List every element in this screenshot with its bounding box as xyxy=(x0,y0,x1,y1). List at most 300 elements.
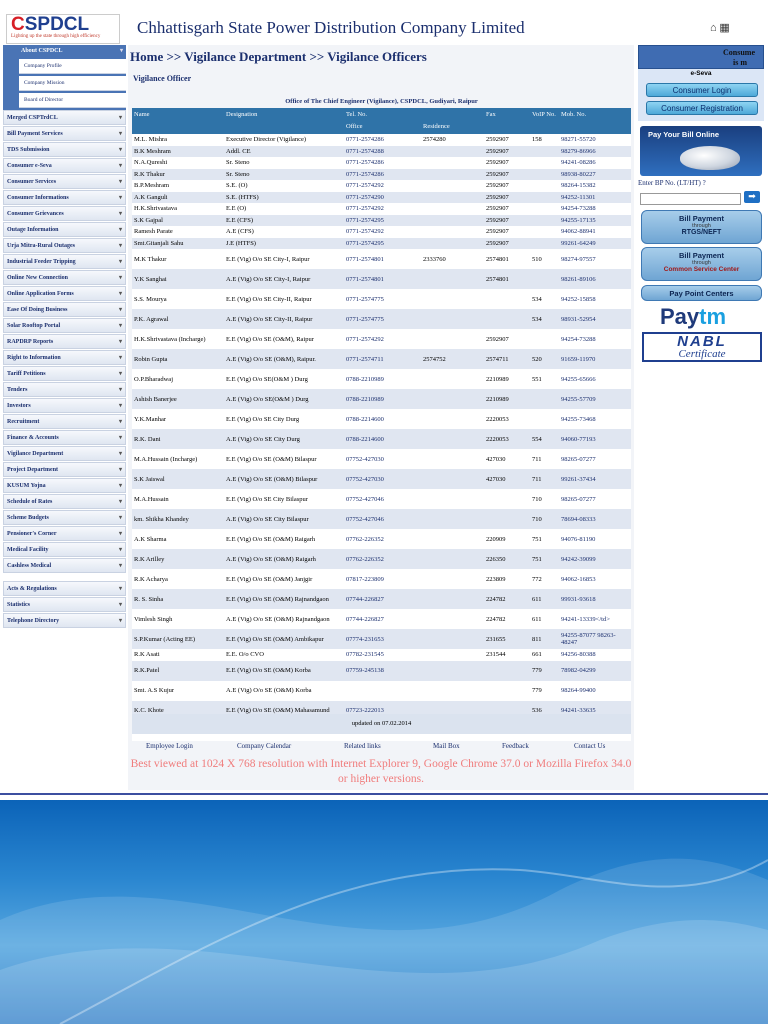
cell-name: Robin Gupta xyxy=(132,349,224,369)
cell-tel-office: 07774-231653 xyxy=(344,629,421,649)
cell-tel-office: 07782-231545 xyxy=(344,649,421,661)
cell-voip xyxy=(530,329,559,349)
sidebar-item-industrial-feeder-tripping[interactable] xyxy=(3,254,126,269)
sidebar-item-investors[interactable] xyxy=(3,398,126,413)
office-title: Office of The Chief Engineer (Vigilance), CSPDCL, Gudiyari, Raipur xyxy=(285,98,478,105)
cell-name: S.K Jaiswal xyxy=(132,469,224,489)
cell-name: M.A.Hussain xyxy=(132,489,224,509)
cell-residence xyxy=(421,549,484,569)
cell-designation: A.E (CFS) xyxy=(224,226,344,238)
sidebar-subitem-company-profile[interactable]: Company Profile xyxy=(19,59,126,74)
chevron-down-icon: ▾ xyxy=(118,499,122,505)
chevron-down-icon: ▾ xyxy=(118,586,122,592)
page-background xyxy=(0,800,768,1024)
cell-designation: A.E (Vig) O/o SE City Bilaspur xyxy=(224,509,344,529)
cell-name: O.P.Bharadwaj xyxy=(132,369,224,389)
cell-tel-office: 07762-226352 xyxy=(344,529,421,549)
cell-name: K.C. Khote xyxy=(132,701,224,721)
sidebar-item-consumer-e-seva[interactable] xyxy=(3,158,126,173)
table-row xyxy=(132,226,631,238)
cell-name: R.K Thakur xyxy=(132,169,224,181)
cell-mobile: 94256-80388 xyxy=(559,649,631,661)
cell-mobile: 98274-97557 xyxy=(559,249,631,269)
cell-designation: A.E (Vig) O/o SE City-II, Raipur xyxy=(224,309,344,329)
sidebar-item-label: Pensioner's Corner xyxy=(7,531,57,537)
sidebar-item-label: Urja Mitra-Rural Outages xyxy=(7,243,75,249)
cell-fax: 2592907 xyxy=(484,146,530,158)
cell-tel-office: 0771-2574292 xyxy=(344,226,421,238)
table-row xyxy=(132,589,631,609)
cell-fax xyxy=(484,509,530,529)
cell-mobile: 98279-86966 xyxy=(559,146,631,158)
cell-name: Ramesh Parate xyxy=(132,226,224,238)
cell-name: Ashish Banerjee xyxy=(132,389,224,409)
cell-residence: 2574752 xyxy=(421,349,484,369)
sidebar-item-online-application-forms[interactable] xyxy=(3,286,126,301)
table-row xyxy=(132,203,631,215)
officers-table xyxy=(132,108,631,741)
cell-fax: 2592907 xyxy=(484,192,530,204)
tile-csc-title: Bill Payment xyxy=(678,251,724,260)
sidebar-item-label: Online New Connection xyxy=(7,275,69,281)
site-title: Chhattisgarh State Power Distribution Company Limited xyxy=(137,18,525,37)
cell-fax: 223809 xyxy=(484,569,530,589)
sidebar-item-consumer-informations[interactable] xyxy=(3,190,126,205)
cell-name: R.K. Dani xyxy=(132,429,224,449)
pay-bill-online-banner[interactable] xyxy=(640,126,762,176)
consumer-login-button[interactable]: Consumer Login xyxy=(646,83,758,97)
cell-residence xyxy=(421,681,484,701)
sidebar-item-solar-rooftop-portal[interactable] xyxy=(3,318,126,333)
sidebar-item-label: Bill Payment Services xyxy=(7,131,63,137)
sidebar-item-label: Finance & Accounts xyxy=(7,435,59,441)
cell-mobile: 78982-04299 xyxy=(559,661,631,681)
cell-designation: A.E (Vig) O/o SE City-I, Raipur xyxy=(224,269,344,289)
sidebar-item-outage-information[interactable] xyxy=(3,222,126,237)
nabl-title: NABL xyxy=(677,333,727,350)
sidebar-item-label: Scheme Budgets xyxy=(7,515,49,521)
chevron-down-icon: ▾ xyxy=(118,339,122,345)
cell-name: Smt.Gitanjali Sahu xyxy=(132,238,224,250)
sidebar-item-label: Consumer Grievances xyxy=(7,211,64,217)
cell-voip xyxy=(530,169,559,181)
footer-links xyxy=(128,740,634,756)
cell-mobile: 94241-13339</td> xyxy=(559,609,631,629)
footer-link-related-links[interactable]: Related links xyxy=(344,742,381,750)
cell-voip: 711 xyxy=(530,449,559,469)
cell-designation: A.E (Vig) O/o SE City Durg xyxy=(224,429,344,449)
footer-link-contact-us[interactable]: Contact Us xyxy=(574,742,606,750)
cell-residence xyxy=(421,449,484,469)
table-row xyxy=(132,609,631,629)
cell-designation: J.E (HTFS) xyxy=(224,238,344,250)
chevron-down-icon: ▾ xyxy=(118,435,122,441)
home-icon[interactable]: ⌂ xyxy=(710,22,717,34)
cell-designation: E.E (Vig) O/o SE City Bilaspur xyxy=(224,489,344,509)
tile-rtgs-through: through xyxy=(692,223,711,229)
footer-link-company-calendar[interactable]: Company Calendar xyxy=(237,742,292,750)
chevron-down-icon: ▾ xyxy=(118,531,122,537)
sidebar-item-ease-of-doing-business[interactable] xyxy=(3,302,126,317)
cell-voip xyxy=(530,226,559,238)
cell-voip: 554 xyxy=(530,429,559,449)
tile-csc-through: through xyxy=(692,260,711,266)
eseva-label: e-Seva xyxy=(690,70,712,77)
sidebar-item-schedule-of-rates[interactable] xyxy=(3,494,126,509)
cell-fax: 2210989 xyxy=(484,389,530,409)
cell-mobile: 94255-65666 xyxy=(559,369,631,389)
cell-mobile: 94254-73288 xyxy=(559,203,631,215)
breadcrumb: Home >> Vigilance Department >> Vigilance Officers xyxy=(130,49,427,64)
chevron-down-icon: ▾ xyxy=(118,451,122,457)
sidebar-subitem-company-mission[interactable]: Company Mission xyxy=(19,76,126,91)
cell-fax xyxy=(484,661,530,681)
cell-tel-office: 0771-2574286 xyxy=(344,169,421,181)
chevron-down-icon: ▾ xyxy=(118,547,122,553)
cell-voip: 751 xyxy=(530,529,559,549)
chevron-down-icon: ▾ xyxy=(119,48,123,54)
cell-voip xyxy=(530,146,559,158)
sidebar-item-label: Ease Of Doing Business xyxy=(7,307,68,313)
cell-name: N.A.Qureshi xyxy=(132,157,224,169)
cell-tel-office: 0788-2210989 xyxy=(344,369,421,389)
chevron-down-icon: ▾ xyxy=(118,419,122,425)
sidebar-item-tariff-petitions[interactable] xyxy=(3,366,126,381)
table-row xyxy=(132,146,631,158)
chevron-down-icon: ▾ xyxy=(118,467,122,473)
cell-designation: S.E. (HTFS) xyxy=(224,192,344,204)
cell-voip: 520 xyxy=(530,349,559,369)
cell-mobile: 99931-93618 xyxy=(559,589,631,609)
cell-designation: E.E (Vig) O/o SE(O&M ) Durg xyxy=(224,369,344,389)
sidebar-item-label: Investors xyxy=(7,403,31,409)
sidebar-item-pensioner-s-corner[interactable] xyxy=(3,526,126,541)
site-header xyxy=(0,0,768,45)
cell-designation: Sr. Steno xyxy=(224,169,344,181)
cell-designation: A.E (Vig) O/o SE (O&M) Korba xyxy=(224,681,344,701)
pay-bill-online-label: Pay Your Bill Online xyxy=(648,130,719,139)
chevron-down-icon: ▾ xyxy=(118,602,122,608)
sidebar-item-tenders[interactable] xyxy=(3,382,126,397)
computer-mouse-icon xyxy=(680,146,740,170)
cell-voip xyxy=(530,238,559,250)
officers-table-body xyxy=(132,134,631,741)
chevron-down-icon: ▾ xyxy=(118,227,122,233)
sidebar-item-project-department[interactable] xyxy=(3,462,126,477)
cell-voip xyxy=(530,389,559,409)
cell-tel-office: 0771-2574711 xyxy=(344,349,421,369)
sidebar-item-merged-csptrdcl[interactable] xyxy=(3,110,126,125)
sidebar-item-acts-regulations[interactable] xyxy=(3,581,126,596)
footer-link-feedback[interactable]: Feedback xyxy=(502,742,529,750)
cell-voip: 536 xyxy=(530,701,559,721)
cell-voip xyxy=(530,203,559,215)
bp-number-input[interactable] xyxy=(640,193,741,205)
table-row xyxy=(132,249,631,269)
cell-voip: 779 xyxy=(530,661,559,681)
table-row xyxy=(132,549,631,569)
sidebar-subitem-board-of-director[interactable]: Board of Director xyxy=(19,93,126,108)
cell-voip: 611 xyxy=(530,589,559,609)
cell-tel-office: 0788-2210989 xyxy=(344,389,421,409)
cell-fax: 2220053 xyxy=(484,409,530,429)
cell-fax: 2592907 xyxy=(484,215,530,227)
sidebar-item-recruitment[interactable] xyxy=(3,414,126,429)
cell-tel-office: 07752-427046 xyxy=(344,509,421,529)
sidebar-item-label: Consumer Informations xyxy=(7,195,69,201)
cell-designation: Executive Director (Vigilance) xyxy=(224,134,344,146)
table-row xyxy=(132,289,631,309)
table-row xyxy=(132,629,631,649)
cell-voip: 751 xyxy=(530,549,559,569)
sitemap-icon[interactable]: ▦ xyxy=(719,22,730,34)
cell-designation: A.E (Vig) O/o SE (O&M), Raipur. xyxy=(224,349,344,369)
cell-mobile: 94252-11301 xyxy=(559,192,631,204)
chevron-down-icon: ▾ xyxy=(118,195,122,201)
sidebar-item-label: Medical Facility xyxy=(7,547,49,553)
cell-mobile: 99261-64249 xyxy=(559,238,631,250)
sidebar-item-label: RAPDRP Reports xyxy=(7,339,54,345)
cell-residence xyxy=(421,269,484,289)
cell-designation: S.E. (O) xyxy=(224,180,344,192)
cell-mobile: 94254-73288 xyxy=(559,329,631,349)
cell-tel-office: 07762-226352 xyxy=(344,549,421,569)
cell-mobile: 94252-15858 xyxy=(559,289,631,309)
sidebar-item-bill-payment-services[interactable] xyxy=(3,126,126,141)
cell-residence xyxy=(421,661,484,681)
column-header-fax: Fax xyxy=(484,108,530,134)
cell-voip: 710 xyxy=(530,489,559,509)
cell-mobile: 98271-55720 xyxy=(559,134,631,146)
footer-link-mail-box[interactable]: Mail Box xyxy=(433,742,460,750)
cell-residence xyxy=(421,369,484,389)
cell-voip: 772 xyxy=(530,569,559,589)
sidebar-item-label: Consumer e-Seva xyxy=(7,163,52,169)
chevron-down-icon: ▾ xyxy=(118,323,122,329)
cell-designation: A.E (Vig) O/o SE(O&M ) Durg xyxy=(224,389,344,409)
table-row xyxy=(132,681,631,701)
cell-residence xyxy=(421,226,484,238)
cell-fax: 231544 xyxy=(484,649,530,661)
table-row xyxy=(132,489,631,509)
cell-mobile: 94241-33635 xyxy=(559,701,631,721)
sidebar-item-about-cspdcl[interactable]: About CSPDCL ▾ xyxy=(3,45,126,59)
cell-tel-office: 0788-2214600 xyxy=(344,409,421,429)
cell-fax: 2220053 xyxy=(484,429,530,449)
pay-point-centers-button[interactable] xyxy=(641,285,762,301)
cell-tel-office: 07744-226827 xyxy=(344,589,421,609)
cell-designation: E.E. O/o CVO xyxy=(224,649,344,661)
column-header-voip: VoIP No. xyxy=(530,108,559,134)
cell-residence xyxy=(421,157,484,169)
tile-pay-point-title: Pay Point Centers xyxy=(669,289,734,298)
cell-voip xyxy=(530,180,559,192)
cell-name: M.K Thakur xyxy=(132,249,224,269)
logo-text: CSPDCL xyxy=(11,14,90,35)
sidebar-item-label: Merged CSPTrdCL xyxy=(7,115,58,121)
sidebar-item-right-to-information[interactable] xyxy=(3,350,126,365)
sidebar-item-label: Tenders xyxy=(7,387,28,393)
sidebar-item-telephone-directory[interactable] xyxy=(3,613,126,628)
cell-residence xyxy=(421,180,484,192)
table-row xyxy=(132,169,631,181)
cell-tel-office: 07752-427030 xyxy=(344,469,421,489)
cell-designation: E.E (Vig) O/o SE City Durg xyxy=(224,409,344,429)
cell-tel-office: 07723-222013 xyxy=(344,701,421,721)
sidebar-item-urja-mitra-rural-outages[interactable] xyxy=(3,238,126,253)
cell-voip: 510 xyxy=(530,249,559,269)
sidebar-item-online-new-connection[interactable] xyxy=(3,270,126,285)
column-header-name: Name xyxy=(132,108,224,134)
cell-tel-office: 0771-2574775 xyxy=(344,309,421,329)
cell-voip xyxy=(530,215,559,227)
cell-fax: 224782 xyxy=(484,589,530,609)
sidebar-item-cashless-medical[interactable] xyxy=(3,558,126,573)
consumer-header-line2: is m xyxy=(733,58,747,67)
cell-designation: E.E (Vig) O/o SE (O&M) Ambikapur xyxy=(224,629,344,649)
cell-voip: 779 xyxy=(530,681,559,701)
sidebar-item-label: KUSUM Yojna xyxy=(7,483,46,489)
nabl-subtitle: Certificate xyxy=(678,348,726,360)
cell-name: R.K.Patel xyxy=(132,661,224,681)
cell-designation: E.E (O) xyxy=(224,203,344,215)
sidebar-item-tds-submission[interactable] xyxy=(3,142,126,157)
table-row xyxy=(132,238,631,250)
cell-residence xyxy=(421,529,484,549)
cell-residence xyxy=(421,215,484,227)
table-row xyxy=(132,469,631,489)
sidebar-item-finance-accounts[interactable] xyxy=(3,430,126,445)
chevron-down-icon: ▾ xyxy=(118,371,122,377)
chevron-down-icon: ▾ xyxy=(118,403,122,409)
updated-note: updated on 07.02.2014 xyxy=(132,714,631,734)
cell-tel-office: 07752-427030 xyxy=(344,449,421,469)
cell-mobile: 94255-17135 xyxy=(559,215,631,227)
footer-divider xyxy=(0,793,768,795)
sidebar-item-consumer-services[interactable] xyxy=(3,174,126,189)
sidebar-item-rapdrp-reports[interactable] xyxy=(3,334,126,349)
nabl-certificate-logo[interactable] xyxy=(642,332,762,362)
cell-designation: E.E (Vig) O/o SE (O&M) Bilaspur xyxy=(224,449,344,469)
cell-fax: 220909 xyxy=(484,529,530,549)
cell-fax: 2592907 xyxy=(484,134,530,146)
footer-link-employee-login[interactable]: Employee Login xyxy=(146,742,193,750)
cell-residence xyxy=(421,169,484,181)
cell-mobile: 78694-08333 xyxy=(559,509,631,529)
chevron-down-icon: ▾ xyxy=(118,515,122,521)
cell-name: R.K Asati xyxy=(132,649,224,661)
cell-residence xyxy=(421,629,484,649)
cspdcl-logo[interactable] xyxy=(6,14,120,44)
sidebar-item-statistics[interactable] xyxy=(3,597,126,612)
consumer-registration-button[interactable]: Consumer Registration xyxy=(646,101,758,115)
cell-residence xyxy=(421,389,484,409)
cell-residence xyxy=(421,569,484,589)
table-row xyxy=(132,429,631,449)
cell-residence xyxy=(421,489,484,509)
cell-tel-office: 07817-223809 xyxy=(344,569,421,589)
chevron-down-icon: ▾ xyxy=(118,243,122,249)
cell-voip: 661 xyxy=(530,649,559,661)
cell-name: S.K Gajpal xyxy=(132,215,224,227)
sidebar-item-consumer-grievances[interactable] xyxy=(3,206,126,221)
cell-tel-office: 0771-2574286 xyxy=(344,134,421,146)
chevron-down-icon: ▾ xyxy=(118,115,122,121)
sidebar-item-scheme-budgets[interactable] xyxy=(3,510,126,525)
cell-mobile: 98265-07277 xyxy=(559,449,631,469)
table-row xyxy=(132,529,631,549)
background-waves xyxy=(0,800,768,1024)
cell-fax: 427030 xyxy=(484,449,530,469)
sidebar-item-vigilance-department[interactable] xyxy=(3,446,126,461)
cell-designation: E.E (CFS) xyxy=(224,215,344,227)
bill-payment-rtgs-neft-button[interactable] xyxy=(641,210,762,244)
sidebar-item-kusum-yojna[interactable] xyxy=(3,478,126,493)
sidebar-submenu xyxy=(3,59,126,110)
cell-mobile: 99261-37434 xyxy=(559,469,631,489)
column-header-residence: Residence xyxy=(421,108,484,134)
cell-residence xyxy=(421,589,484,609)
table-row xyxy=(132,649,631,661)
chevron-down-icon: ▾ xyxy=(118,131,122,137)
consumer-services-header xyxy=(638,45,764,69)
cell-tel-office: 0771-2574801 xyxy=(344,269,421,289)
sidebar-item-label: Online Application Forms xyxy=(7,291,74,297)
cell-designation: E.E (Vig) O/o SE City-II, Raipur xyxy=(224,289,344,309)
cell-designation: A.E (Vig) O/o SE (O&M) Bilaspur xyxy=(224,469,344,489)
cell-designation: A.E (Vig) O/o SE (O&M) Rajnandgaon xyxy=(224,609,344,629)
cell-tel-office: 07744-226827 xyxy=(344,609,421,629)
paytm-logo[interactable]: Paytm xyxy=(660,304,727,329)
bill-payment-csc-button[interactable] xyxy=(641,247,762,281)
cell-designation: Addl. CE xyxy=(224,146,344,158)
chevron-down-icon: ▾ xyxy=(118,387,122,393)
cell-mobile: 94241-08286 xyxy=(559,157,631,169)
cell-mobile: 94062-16853 xyxy=(559,569,631,589)
table-row xyxy=(132,269,631,289)
cell-fax: 2574801 xyxy=(484,269,530,289)
cell-residence xyxy=(421,192,484,204)
cell-fax xyxy=(484,309,530,329)
cell-designation: E.E (Vig) O/o SE (O&M) Janjgir xyxy=(224,569,344,589)
table-row xyxy=(132,449,631,469)
chevron-down-icon: ▾ xyxy=(118,163,122,169)
cell-residence xyxy=(421,649,484,661)
sidebar-item-medical-facility[interactable] xyxy=(3,542,126,557)
cell-designation: E.E (Vig) O/o SE (O&M) Mahasamund xyxy=(224,701,344,721)
browser-compatibility-note: Best viewed at 1024 X 768 resolution with Internet Explorer 9, Google Chrome 37.0 or Mozilla Firefox 34.0 or higher versions. xyxy=(130,758,632,785)
table-row xyxy=(132,661,631,681)
go-arrow-icon[interactable]: ➡ xyxy=(744,191,760,203)
chevron-down-icon: ▾ xyxy=(118,259,122,265)
cell-mobile: 94255-73468 xyxy=(559,409,631,429)
cell-name: S.S. Mourya xyxy=(132,289,224,309)
cell-voip xyxy=(530,157,559,169)
cell-fax xyxy=(484,681,530,701)
cell-tel-office: 0771-2574292 xyxy=(344,203,421,215)
cell-mobile: 98264-99400 xyxy=(559,681,631,701)
cell-name: H.K.Shrivastava xyxy=(132,203,224,215)
cell-residence xyxy=(421,203,484,215)
cell-name: S.P.Kumar (Acting EE) xyxy=(132,629,224,649)
sidebar-item-label: Consumer Services xyxy=(7,179,57,185)
cell-tel-office xyxy=(344,681,421,701)
cell-residence xyxy=(421,309,484,329)
cell-voip xyxy=(530,269,559,289)
sidebar-item-label: Acts & Regulations xyxy=(7,586,57,592)
cell-fax: 2592907 xyxy=(484,157,530,169)
tile-csc-method: Common Service Center xyxy=(663,266,740,273)
